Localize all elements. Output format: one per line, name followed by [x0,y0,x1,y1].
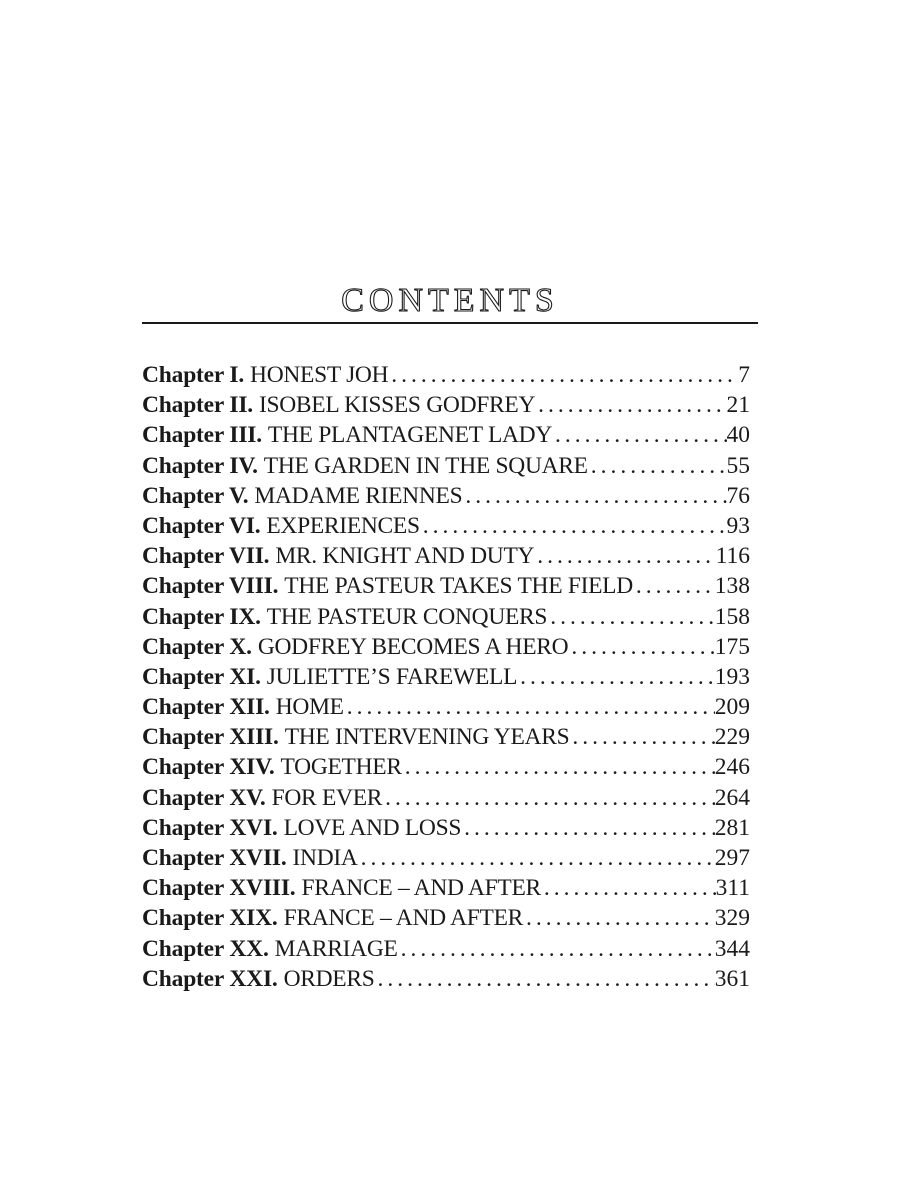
page-number: 311 [715,875,750,902]
chapter-title: JULIETTE’S FAREWELL [266,663,518,690]
chapter-label: Chapter II. [142,392,253,419]
toc-entry[interactable] [142,571,750,601]
page-number: 361 [714,965,750,992]
page-title: CONTENTS [341,281,559,319]
chapter-title: TOGETHER [280,754,402,781]
chapter-label: Chapter VII. [142,543,270,570]
dot-leader [534,541,715,571]
chapter-title: LOVE AND LOSS [283,814,462,841]
toc-entry[interactable] [142,360,750,390]
chapter-title: FRANCE – AND AFTER [283,905,523,932]
page-number: 264 [714,784,750,811]
chapter-title: THE PASTEUR TAKES THE FIELD [284,573,633,600]
chapter-title: MR. KNIGHT AND DUTY [275,543,535,570]
chapter-label: Chapter XX. [142,935,269,962]
toc-entry[interactable] [142,813,750,843]
chapter-title: FRANCE – AND AFTER [301,875,541,902]
toc-entry[interactable] [142,964,750,994]
chapter-title: ORDERS [283,965,375,992]
page-number: 55 [726,452,750,479]
page-number: 329 [714,905,750,932]
chapter-title: HONEST JOH [250,362,389,388]
chapter-title: THE PASTEUR CONQUERS [266,603,548,630]
dot-leader [382,783,715,813]
toc-entry[interactable] [142,420,750,450]
chapter-title: MARRIAGE [274,935,398,962]
chapter-title: THE INTERVENING YEARS [284,724,570,751]
dot-leader [633,571,715,601]
toc-entry[interactable] [142,541,750,571]
chapter-label: Chapter V. [142,482,249,509]
dot-leader [569,722,714,752]
chapter-label: Chapter III. [142,422,262,449]
toc-entry[interactable] [142,662,750,692]
dot-leader [344,692,715,722]
toc-entry[interactable] [142,602,750,632]
page-number: 21 [726,392,750,419]
page-number: 138 [714,573,750,600]
chapter-label: Chapter VI. [142,512,261,539]
dot-leader [517,662,715,692]
dot-leader [388,360,738,390]
toc-entry[interactable] [142,752,750,782]
page-number: 344 [714,935,750,962]
toc-entry[interactable] [142,692,750,722]
chapter-label: Chapter XIX. [142,905,278,932]
chapter-label: Chapter X. [142,633,252,660]
chapter-title: THE GARDEN IN THE SQUARE [263,452,588,479]
page-number: 209 [714,694,750,721]
dot-leader [588,451,727,481]
toc-entry[interactable] [142,783,750,813]
dot-leader [523,903,715,933]
chapter-label: Chapter XXI. [142,965,278,992]
chapter-label: Chapter VIII. [142,573,279,600]
chapter-title: INDIA [292,845,358,871]
toc-entry[interactable] [142,511,750,541]
dot-leader [568,632,714,662]
page-number: 297 [714,845,750,871]
chapter-label: Chapter XVI. [142,814,278,841]
page-number: 229 [714,724,750,751]
chapter-label: Chapter XIII. [142,724,279,751]
toc-entry[interactable] [142,843,750,873]
dot-leader [358,843,715,873]
toc-entry[interactable] [142,873,750,903]
dot-leader [374,964,714,994]
page-number: 7 [738,362,750,388]
dot-leader [552,420,726,450]
chapter-label: Chapter IV. [142,452,258,479]
chapter-label: Chapter I. [142,362,245,388]
page-number: 175 [714,633,750,660]
chapter-label: Chapter XIV. [142,754,275,781]
page-number: 193 [714,663,750,690]
dot-leader [398,934,715,964]
page-number: 246 [714,754,750,781]
dot-leader [420,511,727,541]
page-number: 93 [726,512,750,539]
dot-leader [547,602,715,632]
toc-entry[interactable] [142,632,750,662]
table-of-contents [142,360,750,994]
toc-entry[interactable] [142,451,750,481]
chapter-title: MADAME RIENNES [254,482,463,509]
toc-entry[interactable] [142,934,750,964]
toc-entry[interactable] [142,481,750,511]
toc-entry[interactable] [142,903,750,933]
dot-leader [541,873,716,903]
chapter-title: FOR EVER [271,784,383,811]
chapter-label: Chapter XVII. [142,845,287,871]
chapter-label: Chapter XII. [142,694,270,721]
chapter-title: THE PLANTAGENET LADY [267,422,553,449]
chapter-title: GODFREY BECOMES A HERO [257,633,569,660]
page-number: 76 [726,482,750,509]
dot-leader [535,390,726,420]
page-number: 116 [715,543,750,570]
page-number: 158 [714,603,750,630]
chapter-label: Chapter IX. [142,603,261,630]
page-number: 281 [714,814,750,841]
chapter-label: Chapter XV. [142,784,266,811]
chapter-label: Chapter XI. [142,663,261,690]
page-number: 40 [726,422,750,449]
toc-entry[interactable] [142,722,750,752]
toc-entry[interactable] [142,390,750,420]
chapter-title: HOME [275,694,344,721]
chapter-title: ISOBEL KISSES GODFREY [258,392,536,419]
dot-leader [462,481,726,511]
title-divider [142,322,758,324]
dot-leader [402,752,715,782]
chapter-title: EXPERIENCES [266,512,420,539]
chapter-label: Chapter XVIII. [142,875,296,902]
dot-leader [461,813,715,843]
